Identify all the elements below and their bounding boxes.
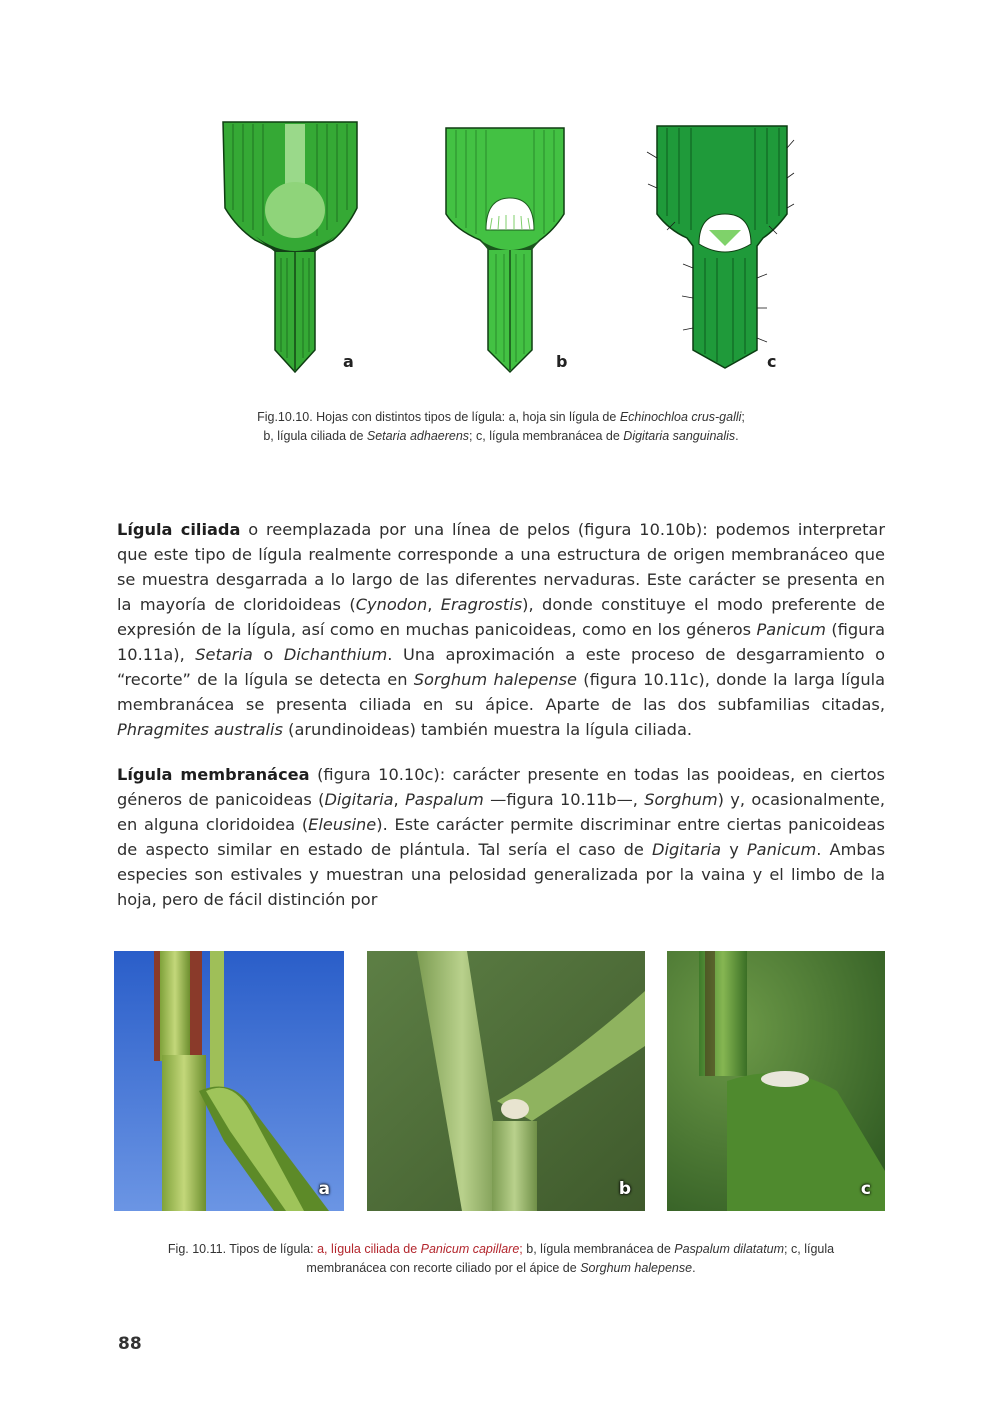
leaf-drawing-c (645, 118, 815, 380)
caption-text: . (735, 429, 739, 443)
paragraph-ligula-membranacea (117, 762, 885, 912)
text-run: , (393, 790, 405, 809)
text-run: (figura 10.11a), (117, 620, 885, 664)
figure-10-10 (205, 118, 805, 380)
species-name: Sorghum halepense (413, 670, 577, 689)
panel-letter-c: c (767, 352, 777, 371)
text-run: , (427, 595, 441, 614)
photo-letter-a: a (318, 1179, 330, 1199)
text-run: y (721, 840, 747, 859)
caption-species: Paspalum dilatatum (674, 1242, 785, 1256)
caption-species: Echinochloa crus-galli (619, 410, 742, 424)
species-name: Phragmites australis (117, 720, 283, 739)
photo-letter-b: b (618, 1179, 631, 1199)
body-text (117, 517, 885, 932)
caption-species: Sorghum halepense (580, 1261, 693, 1275)
leaf-no-ligule-illustration (215, 118, 365, 374)
caption-text: ; (741, 410, 745, 424)
genus-name: Dichanthium (283, 645, 388, 664)
leaf-membranous-ligule-illustration (645, 118, 795, 374)
page-number: 88 (118, 1334, 142, 1354)
term-heading: Lígula membranácea (117, 765, 310, 784)
text-run: ). Este carácter permite discriminar entre ciertas panicoideas de aspecto similar en estado de plántula. Tal sería el caso de (117, 815, 885, 859)
genus-name: Cynodon (355, 595, 428, 614)
text-run: —figura 10.11b—, (483, 790, 645, 809)
text-run: . Una aproximación a este proceso de desgarramiento o “recorte” de la lígula se detecta en (117, 645, 885, 689)
text-run: (figura 10.11c), donde la larga lígula membranácea se presenta ciliada en su ápice. Aparte de las dos subfamilias citadas, (117, 670, 885, 714)
panel-letter-a: a (343, 352, 354, 371)
leaf-drawing-b (430, 118, 600, 380)
genus-name: Panicum (746, 840, 817, 859)
text-run: o (252, 645, 284, 664)
text-run: (figura 10.10c): carácter presente en todas las pooideas, en ciertos géneros de panicoideas ( (117, 765, 885, 809)
caption-text: b, lígula membranácea de (522, 1242, 675, 1256)
caption-species: Setaria adhaerens (366, 429, 470, 443)
genus-name: Digitaria (652, 840, 722, 859)
leaf-drawing-a (215, 118, 385, 380)
photo-c-illustration (667, 951, 885, 1211)
genus-name: Setaria (195, 645, 253, 664)
photo-a-illustration (114, 951, 344, 1211)
caption-species: Digitaria sanguinalis (623, 429, 736, 443)
photo-b-illustration (367, 951, 645, 1211)
caption-species-highlight: Panicum capillare (420, 1242, 520, 1256)
photo-panicum-capillare (114, 951, 344, 1211)
figure-10-10-caption (150, 408, 852, 446)
photo-sorghum-halepense (667, 951, 885, 1211)
figure-10-11-caption (100, 1240, 902, 1278)
text-run: ), donde constituye el modo preferente de expresión de la lígula, así como en muchas panicoideas, como en los géneros (117, 595, 885, 639)
term-heading: Lígula ciliada (117, 520, 241, 539)
genus-name: Eragrostis (440, 595, 523, 614)
photo-letter-c: c (860, 1179, 871, 1199)
genus-name: Paspalum (404, 790, 484, 809)
caption-text: ; c, lígula (784, 1242, 835, 1256)
genus-name: Panicum (756, 620, 826, 639)
caption-text: b, lígula ciliada de (263, 429, 367, 443)
caption-text: . (692, 1261, 696, 1275)
paragraph-ligula-ciliada (117, 517, 885, 742)
caption-highlight: ; (519, 1242, 523, 1256)
caption-text: Fig. 10.11. Tipos de lígula: (167, 1242, 318, 1256)
text-run: (arundinoideas) también muestra la lígula ciliada. (283, 720, 693, 739)
leaf-ciliate-ligule-illustration (430, 118, 580, 374)
text-run: ) y, ocasionalmente, en alguna cloridoidea ( (117, 790, 885, 834)
caption-text: Fig.10.10. Hojas con distintos tipos de lígula: a, hoja sin lígula de (257, 410, 620, 424)
panel-letter-b: b (556, 352, 568, 371)
genus-name: Digitaria (324, 790, 394, 809)
genus-name: Sorghum (644, 790, 718, 809)
photo-paspalum-dilatatum (367, 951, 645, 1211)
caption-text: ; c, lígula membranácea de (469, 429, 624, 443)
genus-name: Eleusine (308, 815, 377, 834)
caption-text: membranácea con recorte ciliado por el ápice de (306, 1261, 581, 1275)
text-run: o reemplazada por una línea de pelos (figura 10.10b): podemos interpretar que este tipo de lígula realmente corresponde a una estructura de origen membranáceo que se muestra desgarrada a lo largo de las diferentes nervaduras. Este carácter se presenta en la mayoría de cloridoideas ( (117, 520, 885, 614)
caption-highlight: a, lígula ciliada de (317, 1242, 421, 1256)
text-run: . Ambas especies son estivales y muestran una pelosidad generalizada por la vaina y el limbo de la hoja, pero de fácil distinción por (117, 840, 885, 909)
